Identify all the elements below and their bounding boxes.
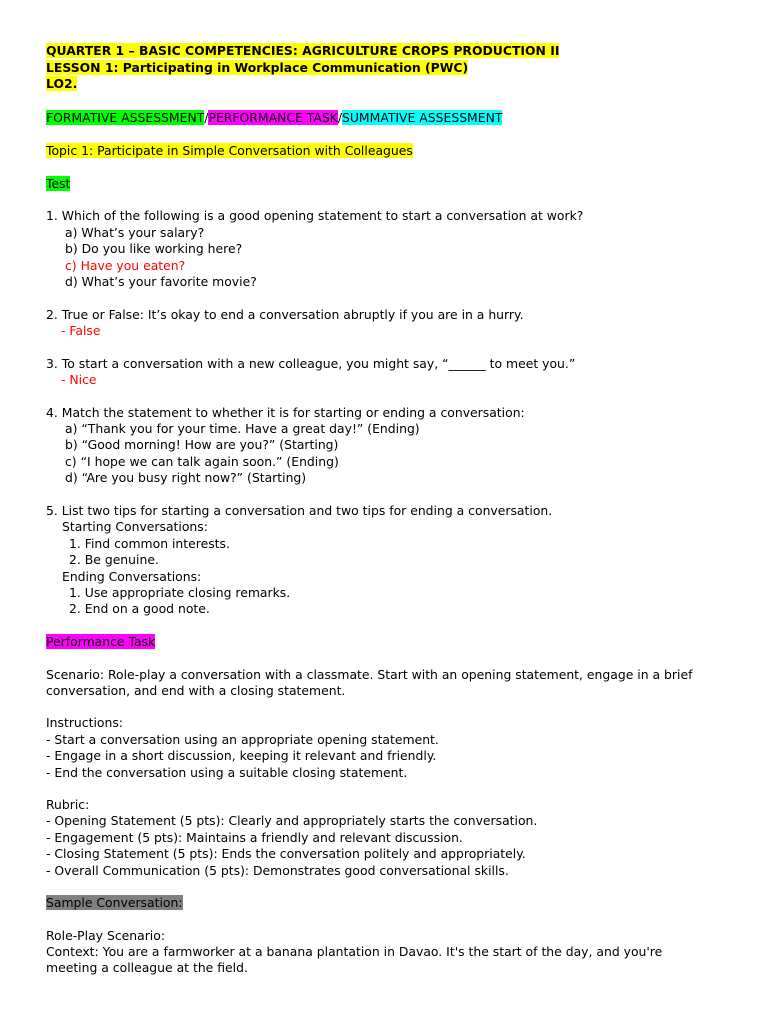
ending-tip-2: 2. End on a good note. <box>69 601 210 616</box>
starting-tip-1: 1. Find common interests. <box>69 536 230 551</box>
rubric-label: Rubric: <box>46 797 90 812</box>
q2-answer: - False <box>61 323 101 338</box>
context-text: Context: You are a farmworker at a banana plantation in Davao. It's the start of the day, and you're meeting a colleague at the field. <box>46 944 663 975</box>
question-2: 2. True or False: It’s okay to end a conversation abruptly if you are in a hurry. <box>46 307 524 322</box>
starting-label: Starting Conversations: <box>62 519 208 534</box>
q4-option-b: b) “Good morning! How are you?” (Starting) <box>65 437 339 452</box>
performance-task-label: Performance Task <box>46 634 156 649</box>
roleplay-label: Role-Play Scenario: <box>46 928 165 943</box>
rubric-item-2: - Engagement (5 pts): Maintains a friendly and relevant discussion. <box>46 830 463 845</box>
ending-tip-1: 1. Use appropriate closing remarks. <box>69 585 291 600</box>
q1-option-c-answer: c) Have you eaten? <box>65 258 186 273</box>
question-4: 4. Match the statement to whether it is for starting or ending a conversation: <box>46 405 525 420</box>
topic-heading: Topic 1: Participate in Simple Conversation with Colleagues <box>46 143 413 158</box>
instructions-label: Instructions: <box>46 715 123 730</box>
rubric-item-4: - Overall Communication (5 pts): Demonstrates good conversational skills. <box>46 863 509 878</box>
q4-option-c: c) “I hope we can talk again soon.” (Ending) <box>65 454 339 469</box>
sample-conversation-label: Sample Conversation: <box>46 895 183 910</box>
q1-option-b: b) Do you like working here? <box>65 241 243 256</box>
question-5: 5. List two tips for starting a conversation and two tips for ending a conversation. <box>46 503 553 518</box>
q4-option-a: a) “Thank you for your time. Have a great day!” (Ending) <box>65 421 420 436</box>
rubric-item-1: - Opening Statement (5 pts): Clearly and appropriately starts the conversation. <box>46 813 538 828</box>
instruction-2: - Engage in a short discussion, keeping it relevant and friendly. <box>46 748 437 763</box>
question-3: 3. To start a conversation with a new colleague, you might say, “______ to meet you.” <box>46 356 576 371</box>
q3-answer: - Nice <box>61 372 97 387</box>
ending-label: Ending Conversations: <box>62 569 202 584</box>
q1-option-a: a) What’s your salary? <box>65 225 205 240</box>
instruction-1: - Start a conversation using an appropriate opening statement. <box>46 732 439 747</box>
performance-label: PERFORMANCE TASK <box>208 110 338 125</box>
lesson-heading: LESSON 1: Participating in Workplace Communication (PWC) <box>46 60 469 75</box>
assessment-types: FORMATIVE ASSESSMENT/PERFORMANCE TASK/SUMMATIVE ASSESSMENT <box>46 110 503 125</box>
instruction-3: - End the conversation using a suitable closing statement. <box>46 765 408 780</box>
test-label: Test <box>46 176 71 191</box>
rubric-item-3: - Closing Statement (5 pts): Ends the conversation politely and appropriately. <box>46 846 526 861</box>
lo-heading: LO2. <box>46 76 78 91</box>
summative-label: SUMMATIVE ASSESSMENT <box>342 110 503 125</box>
question-1: 1. Which of the following is a good opening statement to start a conversation at work? <box>46 208 584 223</box>
quarter-heading: QUARTER 1 – BASIC COMPETENCIES: AGRICULTURE CROPS PRODUCTION II <box>46 43 560 58</box>
q1-option-d: d) What’s your favorite movie? <box>65 274 257 289</box>
scenario-text: Scenario: Role-play a conversation with a classmate. Start with an opening statement, engage in a brief conversation, and end with a closing statement. <box>46 667 693 698</box>
starting-tip-2: 2. Be genuine. <box>69 552 159 567</box>
q4-option-d: d) “Are you busy right now?” (Starting) <box>65 470 307 485</box>
formative-label: FORMATIVE ASSESSMENT <box>46 110 205 125</box>
